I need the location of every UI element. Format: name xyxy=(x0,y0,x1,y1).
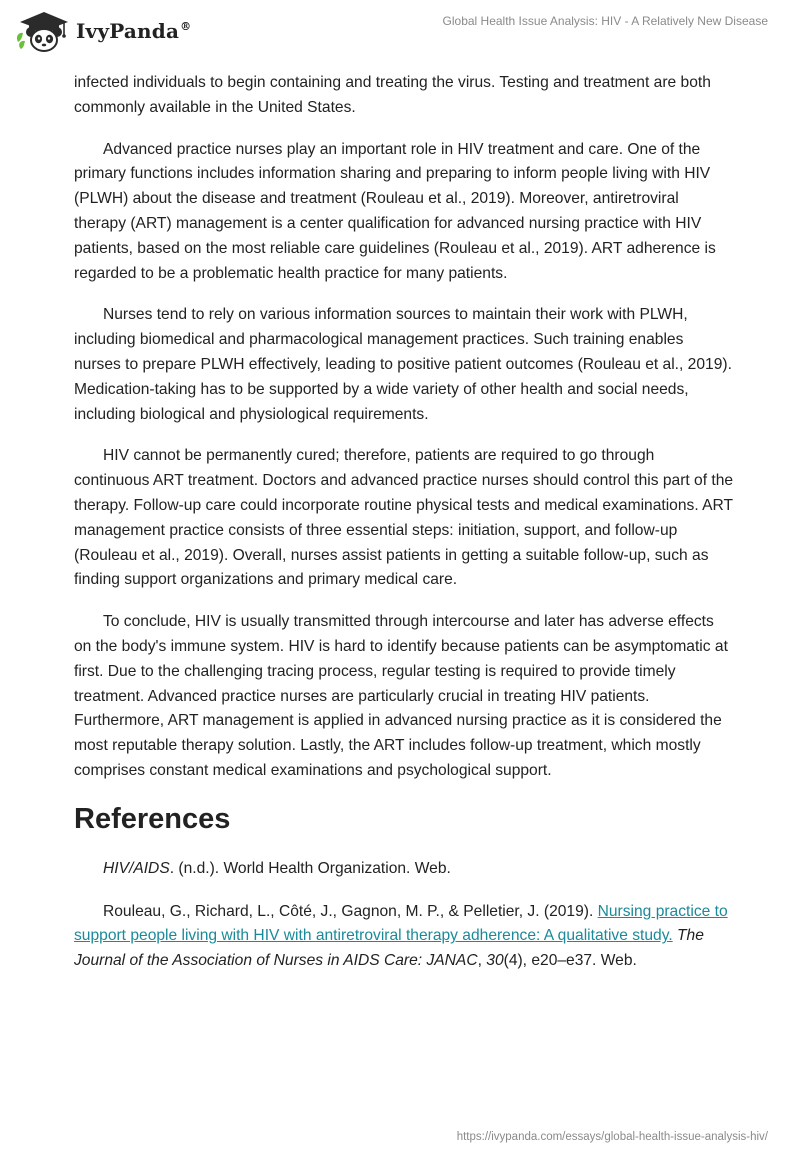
references-heading: References xyxy=(74,802,231,835)
reference-rouleau-issue-pages: (4), e20–e37. Web. xyxy=(503,952,637,970)
reference-rouleau xyxy=(74,900,734,974)
panda-graduate-icon xyxy=(14,8,72,54)
reference-rouleau-volume: 30 xyxy=(486,952,504,970)
reference-rouleau-journal: The Journal of the Association of Nurses in AIDS Care: JANAC xyxy=(74,927,704,970)
paragraph-conclusion: To conclude, HIV is usually transmitted through intercourse and later has adverse effects on the body's immune system. HIV is hard to identify because patients can be asymptomatic at first. Due to the challenging tracing process, regular testing is required to provide timely treatment. Advanced practice nurses are particularly crucial in treating HIV patients. Furthermore, ART management is applied in advanced nursing practice as it is considered the most reputable therapy solution. Lastly, the ART includes follow-up treatment, which mostly comprises constant medical examinations and psychological support. xyxy=(74,613,728,779)
document-title: Global Health Issue Analysis: HIV - A Relatively New Disease xyxy=(442,14,768,28)
paragraph-art-treatment: HIV cannot be permanently cured; therefore, patients are required to go through continuous ART treatment. Doctors and advanced practice nurses should control this part of the therapy. Follow-up care could incorporate routine physical tests and medical examinations. ART management practice consists of three essential steps: initiation, support, and follow-up (Rouleau et al., 2019). Overall, nurses assist patients in getting a suitable follow-up, such as finding support organizations and primary medical care. xyxy=(74,447,734,589)
ivypanda-logo[interactable] xyxy=(14,8,191,54)
footer-url: https://ivypanda.com/essays/global-health-issue-analysis-hiv/ xyxy=(456,1131,768,1143)
brand-text: IvyPanda xyxy=(76,19,180,43)
reference-who-rest: . (n.d.). World Health Organization. Web. xyxy=(169,859,451,877)
brand-name xyxy=(76,19,191,43)
reference-separator-comma: , xyxy=(477,952,487,970)
reference-who xyxy=(74,857,734,882)
paragraph-nurses-role: Advanced practice nurses play an important role in HIV treatment and care. One of the primary functions includes information sharing and preparing to inform people living with HIV (PLWH) about the disease and treatment (Rouleau et al., 2019). Moreover, antiretroviral therapy (ART) management is a center qualification for advanced nursing practice with HIV patients, based on the most reliable care guidelines (Rouleau et al., 2019). ART adherence is regarded to be a problematic health practice for many patients. xyxy=(74,140,716,282)
registered-mark: ® xyxy=(180,20,192,34)
essay-content xyxy=(74,71,734,992)
reference-rouleau-authors: Rouleau, G., Richard, L., Côté, J., Gagnon, M. P., & Pelletier, J. (2019). xyxy=(103,902,598,920)
paragraph-continued: infected individuals to begin containing and treating the virus. Testing and treatment are both commonly available in the United States. xyxy=(74,74,711,116)
reference-rouleau-link[interactable]: Nursing practice to support people living with HIV with antiretroviral therapy adherence: A qualitative study. xyxy=(74,902,728,945)
reference-who-title: HIV/AIDS xyxy=(103,859,170,877)
paragraph-information-sources: Nurses tend to rely on various information sources to maintain their work with PLWH, including biomedical and pharmacological management practices. Such training enables nurses to prepare PLWH effectively, leading to positive patient outcomes (Rouleau et al., 2019). Medication-taking has to be supported by a wide variety of other health and social needs, including biological and physiological requirements. xyxy=(74,306,732,423)
page-header xyxy=(0,0,800,70)
